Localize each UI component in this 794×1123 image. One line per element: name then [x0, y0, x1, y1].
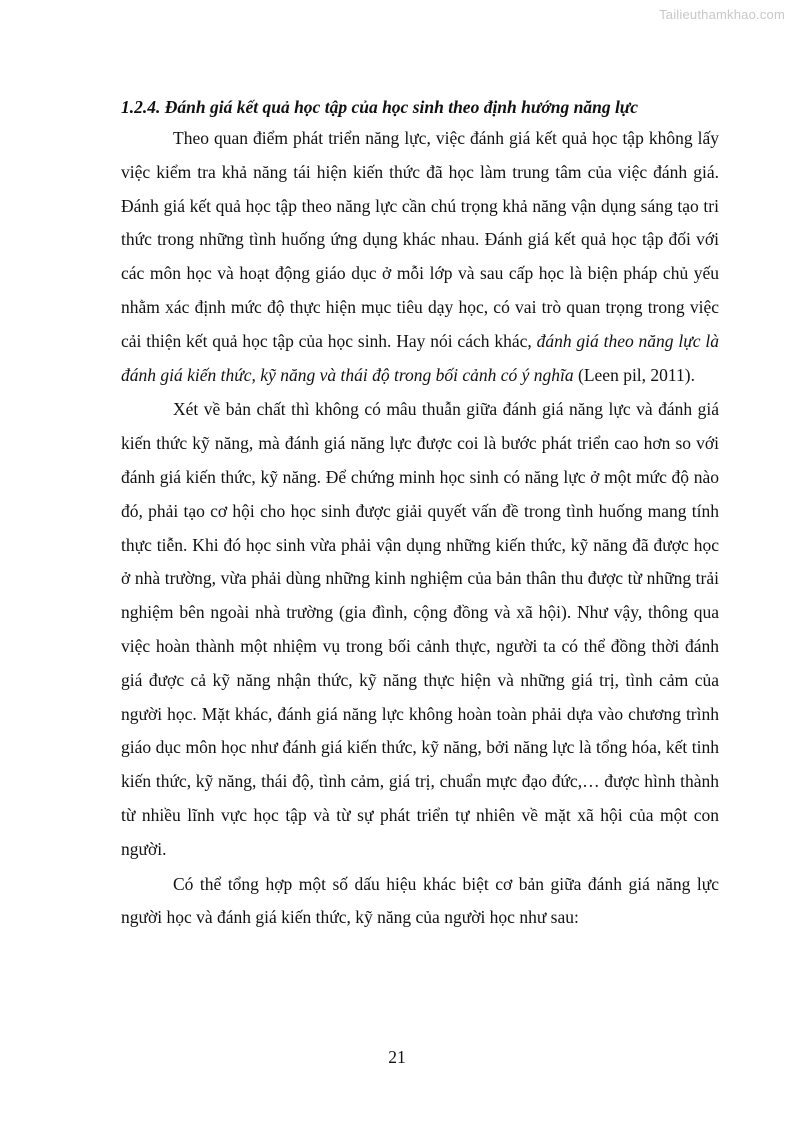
paragraph-1-citation: (Leen pil, 2011). — [573, 364, 695, 385]
paragraph-3: Có thể tổng hợp một số dấu hiệu khác biệt cơ bản giữa đánh giá năng lực người học và đánh giá kiến thức, kỹ năng của người học như sau: — [121, 873, 719, 928]
paragraph-1-main: Theo quan điểm phát triển năng lực, việc đánh giá kết quả học tập không lấy việc kiểm tra khả năng tái hiện kiến thức đã học làm trung tâm của việc đánh giá. Đánh giá kết quả học tập theo năng lực cần chú trọng khả năng vận dụng sáng tạo tri thức trong những tình huống ứng dụng khác nhau. Đánh giá kết quả học tập đối với các môn học và hoạt động giáo dục ở mỗi lớp và sau cấp học là biện pháp chủ yếu nhằm xác định mức độ thực hiện mục tiêu dạy học, có vai trò quan trọng trong việc cải thiện kết quả học tập của học sinh. Hay nói cách khác, — [121, 128, 719, 351]
paragraph-2: Xét về bản chất thì không có mâu thuẫn giữa đánh giá năng lực và đánh giá kiến thức kỹ năng, mà đánh giá năng lực được coi là bước phát triển cao hơn so với đánh giá kiến thức, kỹ năng. Để chứng minh học sinh có năng lực ở một mức độ nào đó, phải tạo cơ hội cho học sinh được giải quyết vấn đề trong tình huống mang tính thực tiễn. Khi đó học sinh vừa phải vận dụng những kiến thức, kỹ năng đã được học ở nhà trường, vừa phải dùng những kinh nghiệm của bản thân thu được từ những trải nghiệm bên ngoài nhà trường (gia đình, cộng đồng và xã hội). Như vậy, thông qua việc hoàn thành một nhiệm vụ trong bối cảnh thực, người ta có thể đồng thời đánh giá được cả kỹ năng nhận thức, kỹ năng thực hiện và những giá trị, tình cảm của người học. Mặt khác, đánh giá năng lực không hoàn toàn phải dựa vào chương trình giáo dục môn học như đánh giá kiến thức, kỹ năng, bởi năng lực là tổng hóa, kết tinh kiến thức, kỹ năng, thái độ, tình cảm, giá trị, chuẩn mực đạo đức,… được hình thành từ nhiều lĩnh vực học tập và từ sự phát triển tự nhiên về mặt xã hội của một con người. — [121, 399, 719, 859]
paragraph-1-italic: đánh giá theo năng lực là đánh giá kiến thức, kỹ năng và thái độ trong bối cảnh có ý nghĩa — [121, 330, 719, 385]
paragraph-1 — [121, 122, 719, 392]
document-body — [121, 92, 719, 935]
watermark-text: Tailieuthamkhao.com — [659, 7, 785, 22]
section-heading: 1.2.4. Đánh giá kết quả học tập của học sinh theo định hướng năng lực — [121, 97, 639, 117]
page-number: 21 — [388, 1047, 406, 1067]
